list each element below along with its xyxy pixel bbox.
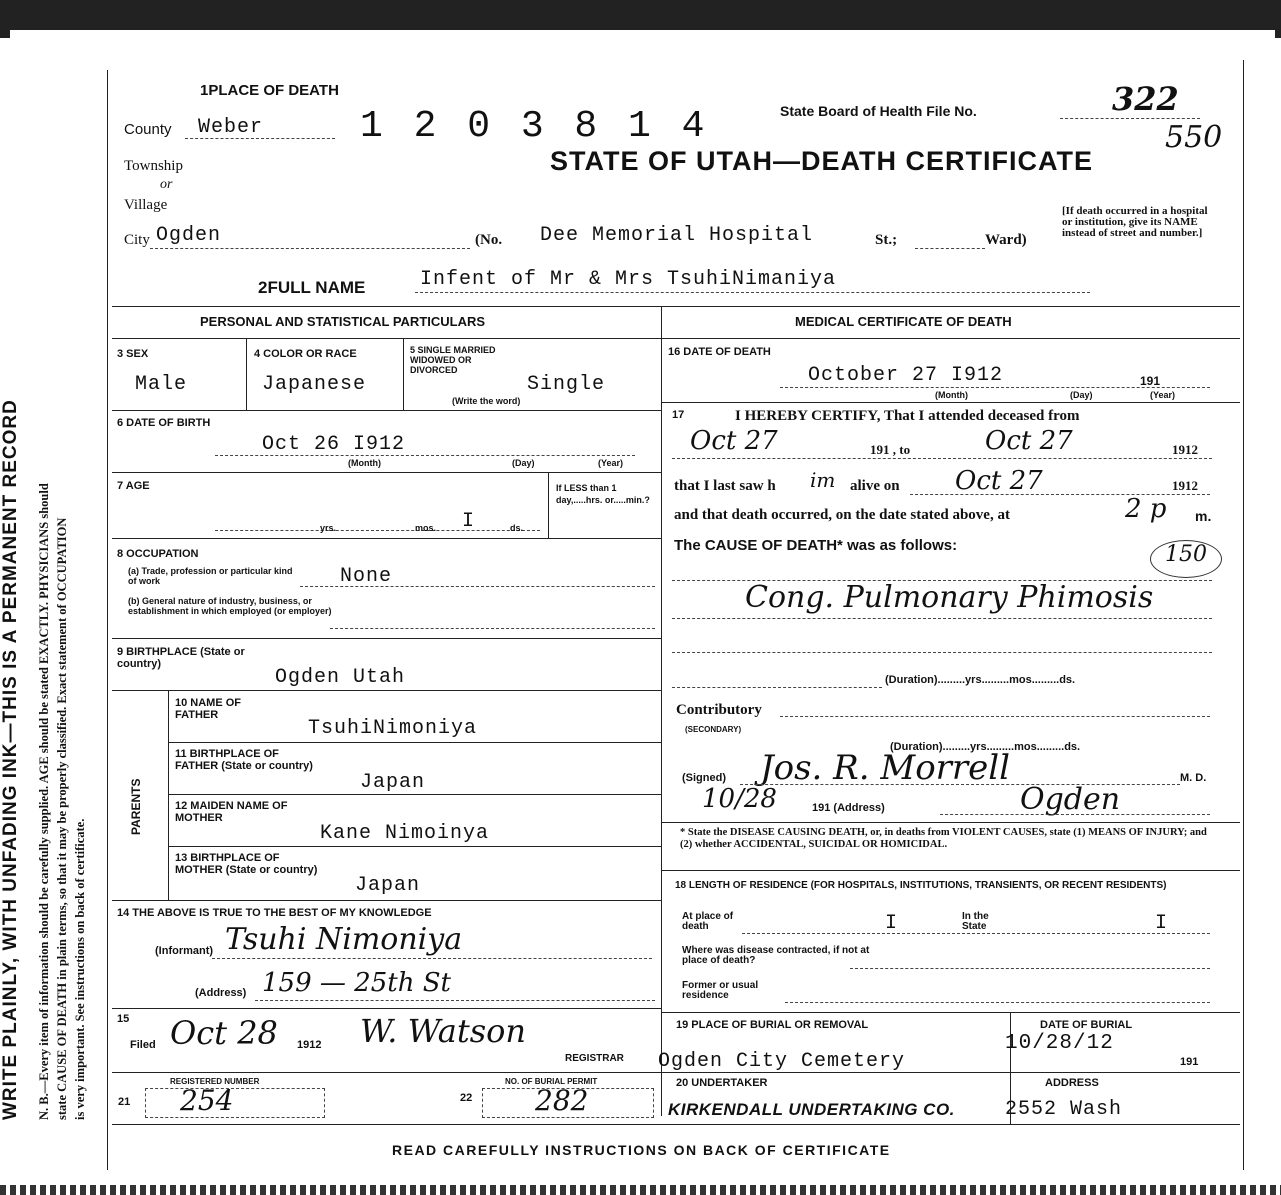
right-frame [1243, 60, 1244, 1170]
ward-line [915, 248, 985, 249]
dob-value: Oct 26 I912 [262, 433, 406, 456]
age-label: 7 AGE [117, 480, 150, 492]
father-birthplace-value: Japan [360, 771, 426, 794]
township-label: Township [124, 158, 183, 174]
city-line [150, 248, 470, 249]
marital-value: Single [527, 373, 606, 396]
grid-residence-bottom [661, 1012, 1240, 1013]
cause-of-death-label: The CAUSE OF DEATH* was as follows: [674, 537, 958, 554]
grid-personal-title-bottom [112, 338, 661, 339]
occupation-label: 8 OCCUPATION [117, 548, 199, 560]
in-state-label: In the State [962, 911, 989, 932]
stamp-number: 1 2 0 3 8 1 4 [360, 105, 709, 148]
grid-informant-bottom [112, 1008, 661, 1009]
age-ds-label: ds. [510, 523, 524, 533]
less-than-label: If LESS than 1 day,.....hrs. or.....min.? [556, 483, 650, 505]
age-yrs-label: yrs. [320, 523, 337, 533]
father-birthplace-label: 11 BIRTHPLACE OF FATHER (State or country) [175, 748, 313, 772]
physician-address-line [940, 814, 1210, 815]
residence-line [742, 933, 1210, 934]
burial-place-label: 19 PLACE OF BURIAL OR REMOVAL [676, 1019, 869, 1031]
grid-medical-title-bottom [661, 338, 1240, 339]
dob-label: 6 DATE OF BIRTH [117, 417, 211, 429]
full-name-value: Infent of Mr & Mrs TsuhiNimaniya [420, 268, 837, 291]
filed-date: Oct 28 [170, 1014, 278, 1052]
left-frame [107, 70, 108, 1170]
sex-divider [246, 338, 247, 410]
filed-number: 15 [117, 1013, 130, 1025]
contributory-label: Contributory [676, 702, 762, 718]
dob-year-label: (Year) [598, 458, 624, 468]
nb-note-line-2: state CAUSE OF DEATH in plain terms, so that it may be properly classified. Exact statement of OCCUPATION [55, 517, 69, 1120]
father-value: TsuhiNimoniya [308, 717, 478, 740]
certify-text: I HEREBY CERTIFY, That I attended deceased from [735, 408, 1080, 424]
grid-dob-bottom [112, 472, 661, 473]
physician-address-label: 191 (Address) [812, 802, 885, 814]
informant-address-label: (Address) [195, 987, 247, 999]
mother-label: 12 MAIDEN NAME OF MOTHER [175, 800, 288, 824]
grid-occupation-bottom [112, 638, 661, 639]
grid-age-bottom [112, 538, 661, 539]
no-label: (No. [475, 232, 503, 248]
grid-burial-bottom [661, 1072, 1240, 1073]
contributory-duration: (Duration).........yrs.........mos.........ds. [890, 741, 1081, 753]
dob-month-label: (Month) [348, 458, 381, 468]
last-saw-label: that I last saw h [674, 478, 776, 494]
contributory-line [780, 716, 1210, 717]
undertaker-label: 20 UNDERTAKER [676, 1077, 768, 1089]
duration-label: (Duration).........yrs.........mos.........ds. [885, 674, 1076, 686]
marital-write-note: (Write the word) [452, 396, 521, 406]
date-of-death-year-suffix: 191 [1140, 374, 1161, 388]
nb-note-line-3: is very important. See instructions on back of certificate. [73, 818, 87, 1120]
cause-of-death-value: Cong. Pulmonary Phimosis [745, 580, 1154, 615]
center-divider [661, 306, 662, 1116]
county-value: Weber [198, 116, 264, 139]
grid-filed-bottom [112, 1072, 661, 1073]
informant-address-line [255, 1000, 655, 1001]
nb-note-line-1: N. B.—Every item of information should be carefully supplied. AGE should be stated EXACTLY. PHYSICIANS should [37, 483, 51, 1120]
grid-footnote-bottom [661, 870, 1240, 871]
residence-place-value: I [885, 912, 899, 935]
alive-on-value: Oct 27 [955, 466, 1043, 496]
city-value: Ogden [156, 224, 222, 247]
grid-mother-bottom [168, 846, 661, 847]
grid-father-bp-bottom [168, 794, 661, 795]
attended-from-value: Oct 27 [690, 426, 778, 456]
grid-bottom [112, 1124, 1240, 1125]
last-saw-pronoun: im [810, 468, 836, 492]
medical-section-title: MEDICAL CERTIFICATE OF DEATH [795, 314, 1012, 329]
cause-line-2 [672, 618, 1212, 619]
file-no-line [1060, 118, 1200, 119]
registered-number-value: 254 [180, 1084, 234, 1117]
file-number-extra: 550 [1165, 120, 1223, 155]
signed-date: 10/28 [702, 784, 777, 814]
st-label: St.; [875, 232, 898, 248]
cause-footnote: * State the DISEASE CAUSING DEATH, or, in deaths from VIOLENT CAUSES, state (1) MEANS OF INJURY; and (2) whether ACCIDENTAL, SUICIDAL OR HOMICIDAL. [680, 827, 1207, 850]
age-days-value: I [462, 510, 476, 533]
hospital-note: [If death occurred in a hospital or institution, give its NAME instead of street and number.] [1062, 205, 1208, 239]
grid-signed-bottom [661, 822, 1240, 823]
registrar-label: REGISTRAR [565, 1053, 624, 1064]
registered-number-box [145, 1088, 325, 1118]
occupation-line [300, 586, 655, 587]
parents-label: PARENTS [129, 778, 143, 835]
full-name-label: 2FULL NAME [258, 278, 366, 297]
death-time-m: m. [1195, 508, 1212, 524]
secondary-label: (SECONDARY) [685, 725, 742, 734]
burial-date-value: 10/28/12 [1005, 1032, 1114, 1055]
burial-date-label: DATE OF BURIAL [1040, 1019, 1133, 1031]
father-label: 10 NAME OF FATHER [175, 697, 242, 721]
md-label: M. D. [1180, 772, 1207, 784]
race-value: Japanese [262, 373, 367, 396]
dod-day-label: (Day) [1070, 390, 1093, 400]
birthplace-label: 9 BIRTHPLACE (State or country) [117, 646, 245, 670]
physician-signature: Jos. R. Morrell [760, 748, 1011, 788]
undertaker-value: KIRKENDALL UNDERTAKING CO. [668, 1100, 955, 1119]
file-number: 322 [1112, 80, 1179, 118]
state-board-label: State Board of Health File No. [780, 103, 977, 119]
race-divider [403, 338, 404, 410]
dod-month-label: (Month) [935, 390, 968, 400]
attended-line [672, 458, 1212, 459]
full-name-line [415, 292, 1090, 293]
filed-year: 1912 [297, 1039, 322, 1051]
birthplace-value: Ogden Utah [275, 666, 406, 689]
ward-label: Ward) [985, 232, 1027, 248]
residence-label: 18 LENGTH OF RESIDENCE (FOR HOSPITALS, INSTITUTIONS, TRANSIENTS, OR RECENT RESIDENTS) [675, 880, 1167, 891]
or-label: or [160, 177, 173, 192]
attended-to-label: 191 , to [870, 442, 911, 457]
burial-permit-value: 282 [535, 1084, 589, 1117]
mother-value: Kane Nimoinya [320, 822, 490, 845]
village-label: Village [124, 197, 168, 213]
former-residence-label: Former or usual residence [682, 980, 759, 1001]
age-line [215, 530, 540, 531]
undertaker-address-label: ADDRESS [1045, 1077, 1099, 1089]
death-time-value: 2 p [1125, 494, 1167, 524]
grid-sex-bottom [112, 410, 661, 411]
date-of-death-value: October 27 I912 [808, 364, 1004, 387]
date-of-death-label: 16 DATE OF DEATH [668, 346, 771, 358]
certify-number: 17 [672, 409, 685, 421]
registered-number-prefix: 21 [118, 1096, 131, 1108]
dob-line [215, 455, 635, 456]
filed-label: Filed [130, 1039, 156, 1051]
residence-state-value: I [1155, 912, 1169, 935]
instructions-footer: READ CAREFULLY INSTRUCTIONS ON BACK OF CERTIFICATE [392, 1142, 891, 1158]
personal-section-title: PERSONAL AND STATISTICAL PARTICULARS [200, 314, 486, 329]
grid-dod-bottom [661, 402, 1240, 403]
permanent-record-note: WRITE PLAINLY, WITH UNFADING INK—THIS IS A PERMANENT RECORD [0, 399, 21, 1120]
age-mos-label: mos. [415, 523, 437, 533]
dob-day-label: (Day) [512, 458, 535, 468]
certificate-title: STATE OF UTAH—DEATH CERTIFICATE [550, 146, 1093, 176]
mother-birthplace-value: Japan [355, 874, 421, 897]
grid-top [112, 306, 1240, 307]
informant-label: (Informant) [155, 945, 214, 957]
grid-parents-bottom [112, 900, 661, 901]
date-of-death-line [780, 387, 1210, 388]
attended-to-value: Oct 27 [985, 426, 1073, 456]
alive-on-label: alive on [850, 478, 900, 494]
parents-divider [168, 690, 169, 900]
at-place-label: At place of death [682, 911, 734, 932]
burial-place-value: Ogden City Cemetery [658, 1050, 906, 1073]
dod-year-label: (Year) [1150, 390, 1176, 400]
race-label: 4 COLOR OR RACE [254, 348, 357, 360]
cause-line-3 [672, 652, 1212, 653]
hospital-address: Dee Memorial Hospital [540, 224, 814, 247]
county-line [185, 138, 335, 139]
registrar-signature: W. Watson [360, 1012, 526, 1050]
burial-year-suffix: 191 [1180, 1056, 1199, 1068]
cause-number: 150 [1165, 542, 1207, 567]
where-contracted-line [850, 968, 1210, 969]
alive-on-year: 1912 [1172, 478, 1198, 493]
informant-line [212, 958, 652, 959]
grid-birthplace-bottom [112, 690, 661, 691]
occupation-b-line [330, 628, 655, 629]
above-true-label: 14 THE ABOVE IS TRUE TO THE BEST OF MY KNOWLEDGE [117, 907, 432, 919]
mother-birthplace-label: 13 BIRTHPLACE OF MOTHER (State or country) [175, 852, 318, 876]
signed-label: (Signed) [682, 772, 726, 784]
registered-number-label: REGISTERED NUMBER [170, 1077, 260, 1086]
grid-father-bottom [168, 742, 661, 743]
burial-permit-prefix: 22 [460, 1092, 473, 1104]
undertaker-address-value: 2552 Wash [1005, 1098, 1123, 1121]
sex-label: 3 SEX [117, 348, 149, 360]
county-label: County [124, 121, 172, 138]
occupation-a-label: (a) Trade, profession or particular kind of work [128, 566, 293, 586]
informant-address-value: 159 — 25th St [262, 968, 451, 998]
city-label: City [124, 232, 150, 248]
attended-year: 1912 [1172, 442, 1198, 457]
informant-signature: Tsuhi Nimoniya [225, 922, 463, 957]
sex-value: Male [135, 373, 188, 396]
scan-bottom-edge [0, 1185, 1281, 1195]
former-residence-line [785, 1002, 1210, 1003]
occupation-b-label: (b) General nature of industry, business, or establishment in which employed (or employer) [128, 596, 332, 616]
death-occurred-label: and that death occurred, on the date stated above, at [674, 507, 1010, 523]
duration-line [672, 687, 882, 688]
occupation-value: None [340, 565, 393, 588]
less-than-divider [548, 472, 549, 538]
physician-address: Ogden [1020, 782, 1121, 817]
burial-permit-label: NO. OF BURIAL PERMIT [505, 1077, 598, 1086]
place-of-death-label: 1PLACE OF DEATH [200, 82, 339, 99]
marital-label: 5 SINGLE MARRIED WIDOWED OR DIVORCED [410, 345, 496, 375]
where-contracted-label: Where was disease contracted, if not at place of death? [682, 945, 870, 966]
